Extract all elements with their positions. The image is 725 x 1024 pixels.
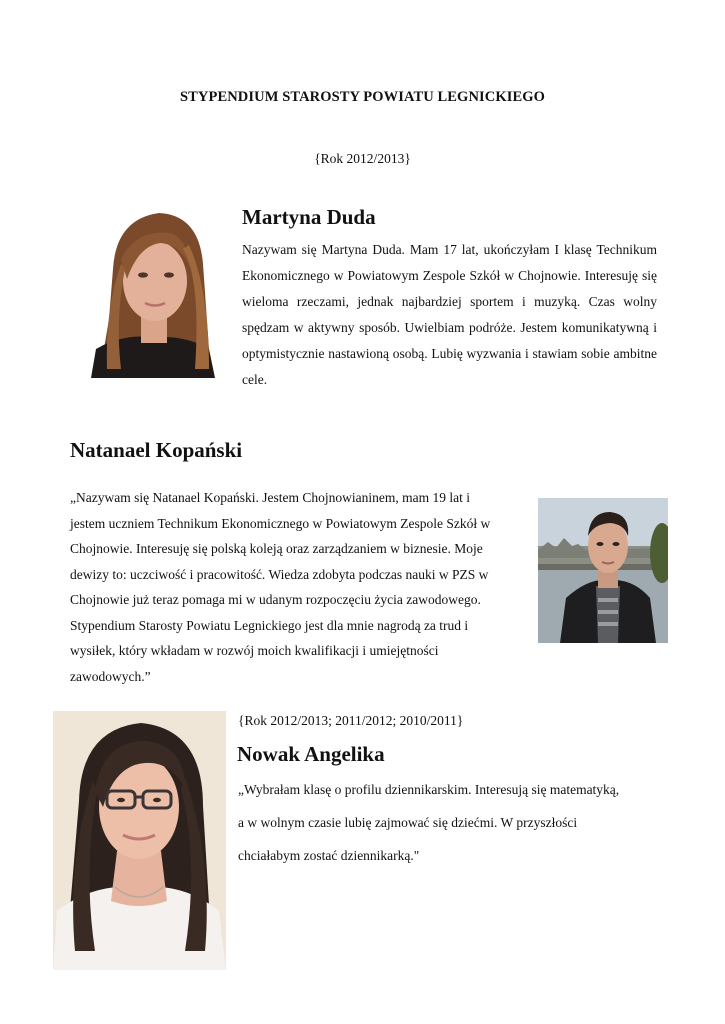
year-header [0,151,725,167]
photo-nowak-angelika [53,711,226,970]
bio-line: wysiłek, który wkładam w rozwój moich kwalifikacji i umiejętności [70,643,439,658]
year-header-angelika: {Rok 2012/2013; 2011/2012; 2010/2011} [238,713,464,728]
photo-martyna-duda [91,209,215,378]
bio-line: dewizy to: uczciwość i pracowitość. Wiedza zdobyta podczas nauki w PZS w [70,566,489,582]
student-bio-nowak-angelika [238,778,678,877]
student-name-martyna-duda: Martyna Duda [242,205,376,229]
student-name-nowak-angelika: Nowak Angelika [237,742,385,766]
student-bio-natanael-kopanski [70,485,530,689]
photo-natanael-kopanski [538,498,668,643]
bio-line: chciałabym zostać dziennikarką." [238,848,420,863]
bio-line: zawodowych.” [70,668,151,684]
document-title: STYPENDIUM STAROSTY POWIATU LEGNICKIEGO [180,89,545,105]
bio-line: Stypendium Starosty Powiatu Legnickiego jest dla mnie nagrodą za trud i [70,617,469,633]
year-header-text: {Rok 2012/2013} [314,151,411,166]
bio-line: „Nazywam się Natanael Kopański. Jestem Chojnowianinem, mam 19 lat i [70,490,471,505]
bio-line: Chojnowie już teraz pomaga mi w udanym rozpoczęciu życia zawodowego. [70,592,481,607]
bio-line: Chojnowie. Interesuję się polską koleją oraz zarządzaniem w biznesie. Moje [70,541,483,556]
student-name-natanael-kopanski: Natanael Kopański [70,438,243,462]
bio-line: jestem uczniem Technikum Ekonomicznego w Powiatowym Zespole Szkół w [70,515,491,531]
bio-line: a w wolnym czasie lubię zajmować się dziećmi. W przyszłości [238,815,578,830]
student-bio-martyna-duda: Nazywam się Martyna Duda. Mam 17 lat, ukończyłam I klasę Technikum Ekonomicznego w Powiatowym Zespole Szkół w Chojnowie. Interesuję się wieloma rzeczami, jednak najbardziej sportem i muzyką. Czas wolny spędzam w aktywny sposób. Uwielbiam podróże. Jestem komunikatywną i optymistycznie nastawioną osobą. Lubię wyzwania i stawiam sobie ambitne cele. [242,242,657,387]
bio-line: „Wybrałam klasę o profilu dziennikarskim. Interesują się matematyką, [238,782,620,797]
